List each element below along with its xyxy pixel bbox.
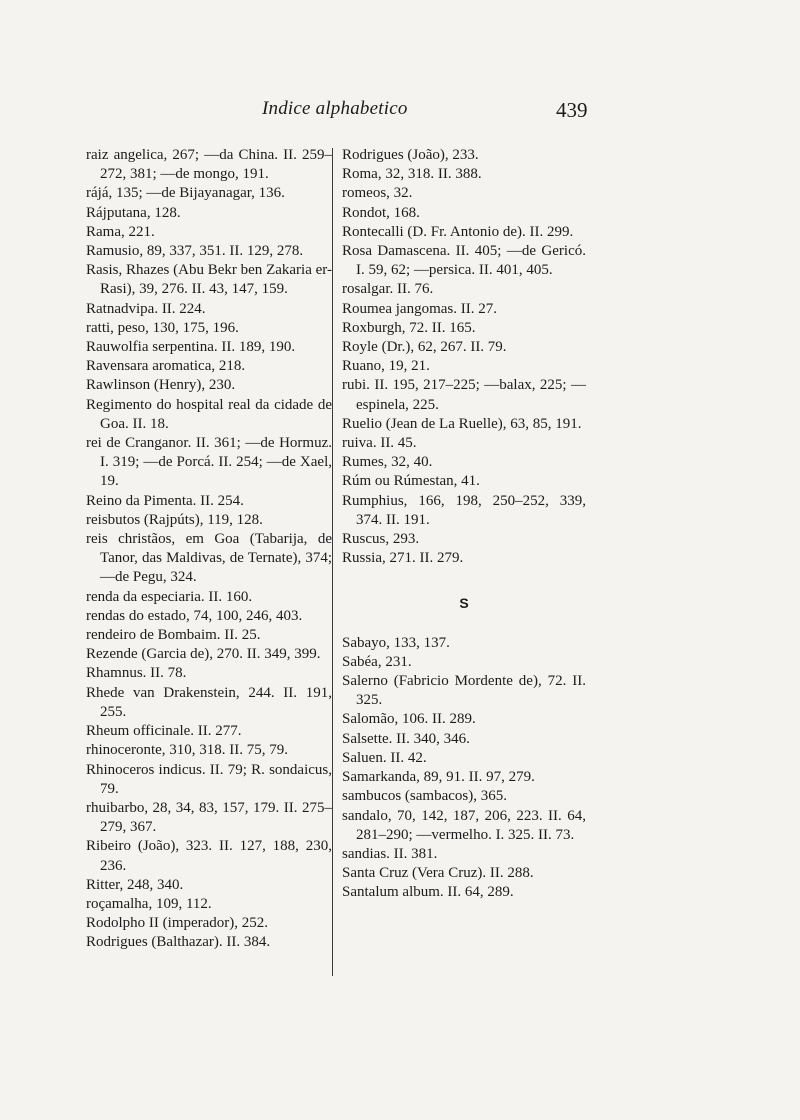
index-column-right bbox=[342, 146, 586, 903]
index-entry: Rumes, 32, 40. bbox=[342, 454, 433, 471]
index-entry: Rodrigues (João), 233. bbox=[342, 147, 479, 163]
index-entry: Russia, 271. II. 279. bbox=[342, 550, 464, 567]
index-entry: Rájputana, 128. bbox=[86, 204, 181, 221]
index-entry: rájá, 135; —de Bijayanagar, 136. bbox=[86, 185, 285, 202]
index-column-left bbox=[86, 146, 332, 953]
index-entry: rendeiro de Bombaim. II. 25. bbox=[86, 627, 261, 644]
index-section-s bbox=[342, 634, 586, 903]
index-section-r bbox=[342, 146, 586, 568]
index-entry: Santalum album. II. 64, 289. bbox=[342, 884, 514, 901]
index-entry: rhuibarbo, 28, 34, 83, 157, 179. II. 275–279, 367. bbox=[86, 799, 332, 836]
index-entry: renda da especiaria. II. 160. bbox=[86, 588, 253, 605]
index-entry: Saluen. II. 42. bbox=[342, 749, 427, 766]
index-entry: ruiva. II. 45. bbox=[342, 435, 417, 452]
index-entry: rosalgar. II. 76. bbox=[342, 281, 434, 298]
index-entry: Samarkanda, 89, 91. II. 97, 279. bbox=[342, 769, 535, 786]
index-entry: ratti, peso, 130, 175, 196. bbox=[86, 319, 239, 336]
index-entry: reis christãos, em Goa (Tabarija, de Tanor, das Maldivas, de Ternate), 374; —de Pegu, 324. bbox=[86, 531, 332, 586]
index-entry: rubi. II. 195, 217–225; —balax, 225; —espinela, 225. bbox=[342, 377, 586, 413]
index-entry: Ratnadvipa. II. 224. bbox=[86, 300, 206, 317]
index-entry: Ribeiro (João), 323. II. 127, 188, 230, 236. bbox=[86, 838, 332, 874]
index-entry: Ritter, 248, 340. bbox=[86, 876, 184, 893]
index-entry: Salerno (Fabricio Mordente de), 72. II. 325. bbox=[342, 673, 586, 709]
index-entry: Salsette. II. 340, 346. bbox=[342, 730, 470, 747]
index-entry: Reino da Pimenta. II. 254. bbox=[86, 492, 244, 509]
index-entry: Rezende (Garcia de), 270. II. 349, 399. bbox=[86, 646, 321, 663]
index-entry: Ruelio (Jean de La Ruelle), 63, 85, 191. bbox=[342, 415, 582, 432]
index-entry: Rumphius, 166, 198, 250–252, 339, 374. II. 191. bbox=[342, 492, 586, 528]
index-entry: Roma, 32, 318. II. 388. bbox=[342, 166, 482, 183]
index-entry: sandalo, 70, 142, 187, 206, 223. II. 64, 281–290; —vermelho. I. 325. II. 73. bbox=[342, 807, 586, 843]
index-entry: Ruscus, 293. bbox=[342, 531, 420, 548]
index-entry: Regimento do hospital real da cidade de Goa. II. 18. bbox=[86, 396, 332, 432]
index-entry: Ravensara aromatica, 218. bbox=[86, 358, 246, 375]
index-entry: Rheum officinale. II. 277. bbox=[86, 723, 242, 740]
index-entry: Ramusio, 89, 337, 351. II. 129, 278. bbox=[86, 243, 304, 260]
index-entry: Rauwolfia serpentina. II. 189, 190. bbox=[86, 339, 296, 356]
index-entry: Rhede van Drakenstein, 244. II. 191, 255. bbox=[86, 684, 332, 720]
index-entry: Ruano, 19, 21. bbox=[342, 358, 430, 375]
index-entry: raiz angelica, 267; —da China. II. 259–272, 381; —de mongo, 191. bbox=[86, 147, 332, 183]
index-entry: Rosa Damascena. II. 405; —de Gericó. I. 59, 62; —persica. II. 401, 405. bbox=[342, 243, 586, 279]
index-entry: Rodolpho II (imperador), 252. bbox=[86, 915, 269, 932]
index-entry: sandias. II. 381. bbox=[342, 845, 438, 862]
index-entry: Rontecalli (D. Fr. Antonio de). II. 299. bbox=[342, 223, 574, 240]
index-entry: Royle (Dr.), 62, 267. II. 79. bbox=[342, 339, 507, 356]
page-header bbox=[0, 98, 800, 128]
index-entry: reisbutos (Rajpúts), 119, 128. bbox=[86, 511, 263, 528]
index-entry: Santa Cruz (Vera Cruz). II. 288. bbox=[342, 865, 534, 882]
index-entry: roçamalha, 109, 112. bbox=[86, 895, 212, 912]
index-entry: Rhinoceros indicus. II. 79; R. sondaicus, 79. bbox=[86, 761, 332, 797]
index-entry: Rhamnus. II. 78. bbox=[86, 665, 187, 682]
index-entry: Salomão, 106. II. 289. bbox=[342, 711, 476, 728]
index-entry: romeos, 32. bbox=[342, 185, 413, 202]
index-entry: Roxburgh, 72. II. 165. bbox=[342, 319, 476, 336]
index-entry: Sabéa, 231. bbox=[342, 653, 412, 670]
section-letter: S bbox=[459, 595, 469, 612]
index-entry: rendas do estado, 74, 100, 246, 403. bbox=[86, 607, 303, 624]
index-entry: Rama, 221. bbox=[86, 223, 155, 240]
index-entry: Sabayo, 133, 137. bbox=[342, 634, 450, 651]
index-entry: Rasis, Rhazes (Abu Bekr ben Zakaria er-Rasi), 39, 276. II. 43, 147, 159. bbox=[86, 262, 332, 298]
index-entry: Roumea jangomas. II. 27. bbox=[342, 300, 497, 317]
index-entry: Rodrigues (Balthazar). II. 384. bbox=[86, 934, 271, 951]
column-divider bbox=[332, 148, 333, 976]
index-entry: Rawlinson (Henry), 230. bbox=[86, 377, 236, 394]
index-entry: Rúm ou Rúmestan, 41. bbox=[342, 473, 480, 490]
index-entry: Rondot, 168. bbox=[342, 204, 420, 221]
index-entry: sambucos (sambacos), 365. bbox=[342, 788, 507, 805]
page-number: 439 bbox=[556, 98, 588, 122]
index-entry: rei de Cranganor. II. 361; —de Hormuz. I. 319; —de Porcá. II. 254; —de Xael, 19. bbox=[86, 435, 332, 490]
running-title: Indice alphabetico bbox=[262, 98, 408, 119]
index-entry: rhinoceronte, 310, 318. II. 75, 79. bbox=[86, 742, 289, 759]
